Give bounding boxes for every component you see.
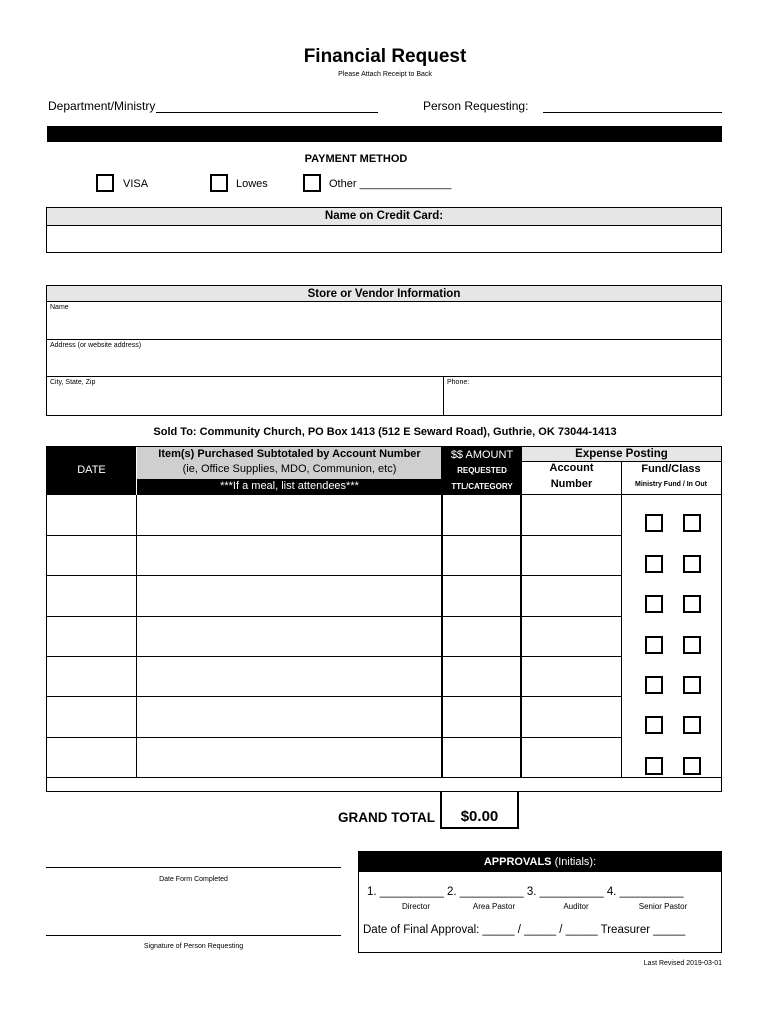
table-row xyxy=(47,616,621,617)
amount-header-line3: TTL/CATEGORY xyxy=(451,482,513,491)
payment-method-heading xyxy=(0,153,712,165)
expense-header-cell xyxy=(522,447,721,495)
person-requesting-field[interactable] xyxy=(543,112,722,113)
items-header-line2: (ie, Office Supplies, MDO, Communion, etc) xyxy=(182,463,397,475)
vendor-name-field[interactable] xyxy=(47,302,721,340)
in-out-checkbox[interactable] xyxy=(683,716,701,734)
vendor-city-label: City, State, Zip xyxy=(50,379,96,386)
grand-total-box xyxy=(440,792,519,829)
ministry-fund-checkbox[interactable] xyxy=(645,514,663,532)
amount-header-line2: REQUESTED xyxy=(457,466,507,475)
final-approval-line[interactable]: Date of Final Approval: _____ / _____ / _____ Treasurer _____ xyxy=(363,924,686,936)
items-table xyxy=(46,446,722,792)
section-divider-bar xyxy=(47,126,722,142)
approvals-heading: APPROVALS xyxy=(483,856,552,868)
account-header-line1: Account xyxy=(549,462,594,474)
person-requesting-label: Person Requesting: xyxy=(423,99,529,113)
table-row xyxy=(47,535,621,536)
items-header-line3: ***If a meal, list attendees*** xyxy=(220,480,359,492)
visa-checkbox[interactable] xyxy=(96,174,114,192)
other-checkbox[interactable] xyxy=(303,174,321,192)
approval-initials-line[interactable]: 1. __________ 2. __________ 3. __________ 4. __________ xyxy=(367,886,684,898)
credit-card-box xyxy=(46,207,722,253)
grand-total-label: GRAND TOTAL xyxy=(338,810,435,825)
vendor-phone-label: Phone: xyxy=(447,379,470,386)
table-row xyxy=(47,777,721,778)
approvals-header xyxy=(359,852,721,872)
signature-line[interactable] xyxy=(46,935,341,936)
signature-label: Signature of Person Requesting xyxy=(143,943,244,950)
in-out-checkbox[interactable] xyxy=(683,595,701,613)
sold-to-line: Sold To: Community Church, PO Box 1413 (512 E Seward Road), Guthrie, OK 73044-1413 xyxy=(153,426,617,438)
role-auditor: Auditor xyxy=(563,902,589,911)
items-header-line1: Item(s) Purchased Subtotaled by Account Number xyxy=(158,448,421,460)
role-area-pastor: Area Pastor xyxy=(472,902,516,911)
lowes-checkbox[interactable] xyxy=(210,174,228,192)
ministry-fund-checkbox[interactable] xyxy=(645,636,663,654)
account-header-line2: Number xyxy=(550,478,593,490)
fund-header-line1: Fund/Class xyxy=(641,463,701,475)
amount-header-cell xyxy=(443,447,521,495)
ministry-fund-checkbox[interactable] xyxy=(645,716,663,734)
other-label: Other _______________ xyxy=(329,178,452,190)
vendor-name-label: Name xyxy=(50,304,69,311)
last-revised: Last Revised 2019-03-01 xyxy=(643,960,722,967)
table-row xyxy=(47,696,621,697)
credit-card-name-field[interactable] xyxy=(47,226,721,252)
vendor-address-field[interactable] xyxy=(47,340,721,377)
vendor-phone-field[interactable] xyxy=(444,377,721,415)
table-row xyxy=(47,656,621,657)
vendor-city-field[interactable] xyxy=(47,377,444,415)
approvals-box xyxy=(358,851,722,953)
form-title: Financial Request xyxy=(303,46,467,67)
role-director: Director xyxy=(401,902,430,911)
ministry-fund-checkbox[interactable] xyxy=(645,676,663,694)
department-field[interactable] xyxy=(156,112,378,113)
form-subtitle: Please Attach Receipt to Back xyxy=(338,71,432,78)
fund-header-line2: Ministry Fund / In Out xyxy=(635,481,707,488)
in-out-checkbox[interactable] xyxy=(683,514,701,532)
ministry-fund-checkbox[interactable] xyxy=(645,757,663,775)
date-header: DATE xyxy=(77,464,106,476)
date-completed-line[interactable] xyxy=(46,867,341,868)
date-completed-label: Date Form Completed xyxy=(159,876,228,883)
expense-posting-header: Expense Posting xyxy=(522,447,721,462)
ministry-fund-checkbox[interactable] xyxy=(645,595,663,613)
items-header-cell xyxy=(137,447,442,495)
vendor-info-box xyxy=(46,285,722,416)
credit-card-label: Name on Credit Card: xyxy=(47,208,721,226)
vendor-info-heading: Store or Vendor Information xyxy=(47,286,721,302)
role-senior-pastor: Senior Pastor xyxy=(638,902,688,911)
in-out-checkbox[interactable] xyxy=(683,676,701,694)
in-out-checkbox[interactable] xyxy=(683,555,701,573)
in-out-checkbox[interactable] xyxy=(683,757,701,775)
lowes-label: Lowes xyxy=(236,178,268,190)
table-row xyxy=(47,575,621,576)
amount-header-line1: $$ AMOUNT xyxy=(450,449,514,461)
payment-method-heading-text: PAYMENT METHOD xyxy=(304,153,408,165)
vendor-address-label: Address (or website address) xyxy=(50,342,142,349)
grand-total-value: $0.00 xyxy=(460,808,499,825)
ministry-fund-checkbox[interactable] xyxy=(645,555,663,573)
date-header-cell xyxy=(47,447,136,495)
visa-label: VISA xyxy=(123,178,149,190)
in-out-checkbox[interactable] xyxy=(683,636,701,654)
approvals-heading-note: (Initials): xyxy=(554,856,597,868)
department-label: Department/Ministry xyxy=(48,99,156,113)
table-row xyxy=(47,737,621,738)
